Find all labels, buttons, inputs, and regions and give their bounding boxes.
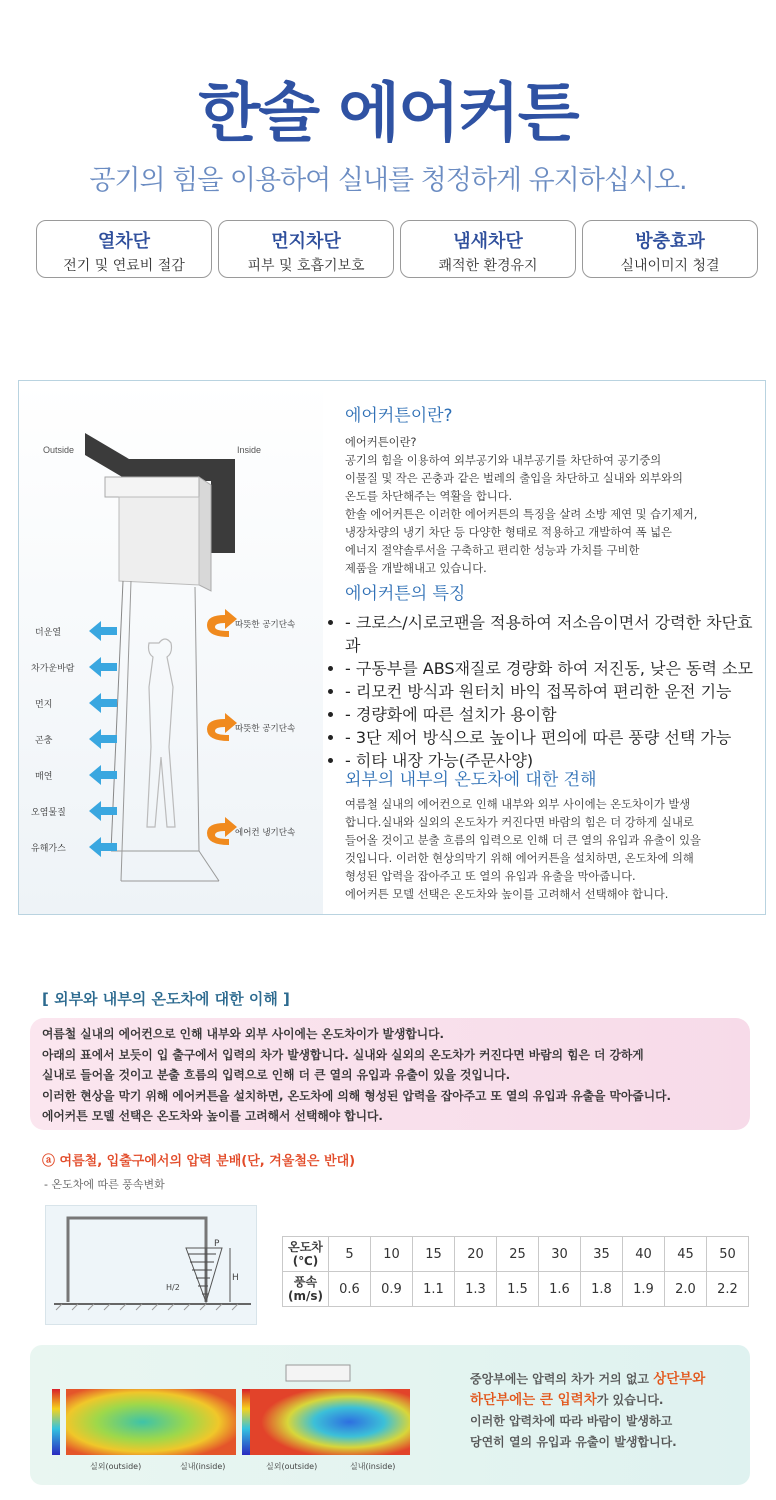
table-cell: 20 bbox=[455, 1237, 497, 1272]
blue-arrow bbox=[89, 765, 117, 785]
feature-dust-block bbox=[218, 220, 394, 278]
table-cell: 25 bbox=[497, 1237, 539, 1272]
heatmap-highlight-1: 상단부와 bbox=[653, 1371, 706, 1387]
diagram-label-p: P bbox=[214, 1239, 220, 1249]
trait-item: • - 3단 제어 방식으로 높이나 편의에 따른 풍량 선택 가능 bbox=[345, 725, 761, 748]
opinion-line: 형성된 압력을 잡아주고 또 열의 유입과 유출을 막아줍니다. bbox=[345, 870, 636, 883]
trait-item: • - 히타 내장 가능(주문사양) bbox=[345, 748, 761, 771]
about-line: 한솔 에어커튼은 이러한 에어커튼의 특징을 살려 소방 제연 및 습기제거, bbox=[345, 508, 698, 521]
about-line: 제품을 개발해내고 있습니다. bbox=[345, 562, 487, 575]
left-label-insect: 곤충 bbox=[35, 736, 53, 746]
about-line: 에어커튼이란? bbox=[345, 436, 417, 449]
heatmap-text-line4: 당연히 열의 유입과 유출이 발생합니다. bbox=[470, 1435, 677, 1449]
blue-arrow bbox=[89, 837, 117, 857]
table-cell: 1.8 bbox=[581, 1272, 623, 1307]
orange-arrow bbox=[207, 609, 237, 637]
table-cell: 40 bbox=[623, 1237, 665, 1272]
page-title: 한솔 에어커튼 bbox=[198, 77, 578, 151]
table-cell: 1.5 bbox=[497, 1272, 539, 1307]
explain-title: [ 외부와 내부의 온도차에 대한 이해 ] bbox=[42, 990, 290, 1008]
heatmap-section bbox=[30, 1345, 750, 1485]
heatmap-highlight-2: 하단부에는 큰 입력차 bbox=[470, 1392, 597, 1408]
about-line: 공기의 힘을 이용하여 외부공기와 내부공기를 차단하여 공기중의 bbox=[345, 454, 662, 467]
inside-label: Inside bbox=[237, 445, 262, 455]
air-curtain-diagram bbox=[19, 381, 323, 914]
table-cell: 0.6 bbox=[329, 1272, 371, 1307]
left-label-gas: 유해가스 bbox=[31, 844, 66, 854]
heatmap-label-inside-1: 실내(inside) bbox=[180, 1462, 226, 1471]
heatmap-label-outside-2: 실외(outside) bbox=[266, 1462, 318, 1471]
about-line: 온도를 차단해주는 역활을 합니다. bbox=[345, 490, 513, 503]
orange-arrow bbox=[207, 713, 237, 741]
opinion-line: 여름철 실내의 에어컨으로 인해 내부와 외부 사이에는 온도차이가 발생 bbox=[345, 798, 691, 811]
traits-list bbox=[345, 610, 761, 771]
left-label-cold: 차가운바람 bbox=[31, 664, 75, 674]
opinion-line: 에어커튼 모델 선택은 온도차와 높이를 고려해서 선택해야 합니다. bbox=[345, 888, 669, 901]
table-header-temp-label: 온도차 bbox=[288, 1240, 323, 1254]
table-row bbox=[283, 1272, 749, 1307]
about-line: 이물질 및 작은 곤충과 같은 벌레의 출입을 차단하고 실내와 외부와의 bbox=[345, 472, 683, 485]
traits-section bbox=[345, 579, 761, 771]
table-row bbox=[283, 1237, 749, 1272]
heatmap-text-line3: 이러한 압력차에 따라 바람이 발생하고 bbox=[470, 1414, 673, 1428]
blue-arrow bbox=[89, 621, 117, 641]
orange-arrow bbox=[207, 817, 237, 845]
table-header-speed-label: 풍속 bbox=[293, 1275, 318, 1289]
air-curtain-unit bbox=[286, 1365, 350, 1381]
table-header-temp-unit: (℃) bbox=[292, 1254, 319, 1268]
feature-title: 열차단 bbox=[97, 231, 151, 252]
explain-box bbox=[30, 1018, 750, 1130]
feature-list bbox=[36, 220, 758, 280]
explain-line: 여름철 실내의 에어컨으로 인해 내부와 외부 사이에는 온도차이가 발생합니다. bbox=[42, 1027, 445, 1041]
about-line: 냉장차량의 냉기 차단 등 다양한 형태로 적용하고 개발하여 폭 넓은 bbox=[345, 526, 672, 539]
table-cell: 1.1 bbox=[413, 1272, 455, 1307]
orange-arrow-group bbox=[207, 609, 237, 845]
trait-item: • - 리모컨 방식과 원터치 바익 접목하여 편리한 운전 기능 bbox=[345, 679, 761, 702]
trait-item: • - 구동부를 ABS재질로 경량화 하여 저진동, 낮은 동력 소모 bbox=[345, 656, 761, 679]
trait-item: • - 크로스/시로코팬을 적용하여 저소음이면서 강력한 차단효과 bbox=[345, 610, 761, 656]
diagram-label-h: H bbox=[232, 1273, 239, 1283]
right-label-ac: 에어컨 냉기단속 bbox=[235, 828, 296, 838]
distribution-title: ⓐ 여름철, 입출구에서의 압력 분배(단, 겨울철은 반대) bbox=[42, 1154, 356, 1169]
table-cell: 45 bbox=[665, 1237, 707, 1272]
opinion-heading: 외부의 내부의 온도차에 대한 견해 bbox=[345, 770, 597, 790]
table-cell: 5 bbox=[329, 1237, 371, 1272]
about-text bbox=[345, 434, 761, 578]
feature-odor-block bbox=[400, 220, 576, 278]
table-cell: 15 bbox=[413, 1237, 455, 1272]
heatmap-label-outside-1: 실외(outside) bbox=[90, 1462, 142, 1471]
explain-line: 아래의 표에서 보듯이 입 출구에서 입력의 차가 발생합니다. 실내와 실외의 온도차가 커진다면 바람의 힘은 더 강하게 bbox=[42, 1047, 644, 1062]
table-header-speed-unit: (m/s) bbox=[288, 1289, 323, 1303]
outside-label: Outside bbox=[43, 445, 75, 455]
table-cell: 1.3 bbox=[455, 1272, 497, 1307]
trait-item: • - 경량화에 따른 설치가 용이함 bbox=[345, 702, 761, 725]
table-cell: 1.6 bbox=[539, 1272, 581, 1307]
explain-line: 실내로 들어올 것이고 분출 흐름의 입력으로 인해 더 큰 열의 유입과 유출이 있을 것입니다. bbox=[42, 1068, 511, 1082]
feature-title: 냄새차단 bbox=[453, 231, 523, 252]
feature-title: 먼지차단 bbox=[271, 231, 341, 252]
heatmap-text-mid: 가 있습니다. bbox=[596, 1393, 664, 1407]
heatmap-description bbox=[470, 1369, 760, 1453]
table-header-temp bbox=[283, 1237, 329, 1272]
table-cell: 35 bbox=[581, 1237, 623, 1272]
table-cell: 10 bbox=[371, 1237, 413, 1272]
right-label-warm-2: 따뜻한 공기단속 bbox=[235, 724, 296, 734]
explain-line: 에어커튼 모델 선택은 온도차와 높이를 고려해서 선택해야 합니다. bbox=[42, 1109, 383, 1123]
pressure-diagram bbox=[45, 1205, 257, 1325]
blue-arrow bbox=[89, 729, 117, 749]
table-cell: 50 bbox=[707, 1237, 749, 1272]
explain-line: 이러한 현상을 막기 위해 에어커튼을 설치하면, 온도차에 의해 형성된 압력을 잡아주고 또 열의 유입과 유출을 막아줍니다. bbox=[42, 1088, 671, 1103]
heatmap-inside-image bbox=[250, 1389, 410, 1455]
air-curtain-illustration bbox=[19, 381, 323, 914]
table-cell: 1.9 bbox=[623, 1272, 665, 1307]
traits-heading: 에어커튼의 특징 bbox=[345, 584, 466, 604]
heatmap-scale-right bbox=[242, 1389, 250, 1455]
heatmap-scale-left bbox=[52, 1389, 60, 1455]
opinion-section bbox=[345, 765, 761, 904]
heatmap-outside-image bbox=[66, 1389, 236, 1455]
left-label-pollutant: 오염물질 bbox=[31, 808, 66, 818]
table-cell: 30 bbox=[539, 1237, 581, 1272]
feature-title: 방충효과 bbox=[635, 231, 705, 252]
air-curtain-info-panel bbox=[18, 380, 766, 915]
page-subtitle: 공기의 힘을 이용하여 실내를 청정하게 유지하십시오. bbox=[89, 165, 687, 196]
opinion-line: 것입니다. 이러한 현상의막기 위해 에어커튼을 설치하면, 온도차에 의해 bbox=[345, 852, 694, 865]
heatmap-label-inside-2: 실내(inside) bbox=[350, 1462, 396, 1471]
blue-arrow bbox=[89, 657, 117, 677]
feature-desc: 실내이미지 청결 bbox=[620, 258, 720, 274]
wind-speed-table bbox=[282, 1236, 749, 1307]
blue-arrow bbox=[89, 693, 117, 713]
left-label-heat: 더운열 bbox=[35, 628, 62, 638]
table-cell: 2.0 bbox=[665, 1272, 707, 1307]
about-heading: 에어커튼이란? bbox=[345, 406, 453, 426]
feature-heat-block bbox=[36, 220, 212, 278]
feature-desc: 피부 및 호흡기보호 bbox=[247, 258, 365, 274]
feature-desc: 쾌적한 환경유지 bbox=[438, 258, 538, 274]
explain-text bbox=[42, 1024, 738, 1127]
diagram-label-h2: H/2 bbox=[166, 1283, 180, 1292]
table-cell: 2.2 bbox=[707, 1272, 749, 1307]
feature-insect-block bbox=[582, 220, 758, 278]
about-line: 에너지 절약솔루서을 구축하고 편리한 성능과 가치를 구비한 bbox=[345, 544, 640, 557]
opinion-line: 합니다.실내와 실외의 온도차가 커진다면 바람의 힘은 더 강하게 실내로 bbox=[345, 816, 694, 829]
distribution-subtitle: - 온도차에 따른 풍속변화 bbox=[44, 1178, 165, 1191]
feature-desc: 전기 및 연료비 절감 bbox=[63, 258, 185, 274]
table-cell: 0.9 bbox=[371, 1272, 413, 1307]
opinion-text bbox=[345, 796, 761, 904]
opinion-line: 들어올 것이고 분출 흐름의 입력으로 인해 더 큰 열의 유입과 유출이 있을 bbox=[345, 834, 701, 847]
table-header-speed bbox=[283, 1272, 329, 1307]
heatmap-text-pre: 중앙부에는 압력의 차가 거의 없고 bbox=[470, 1372, 654, 1386]
left-label-dust: 먼지 bbox=[35, 700, 53, 710]
left-label-smoke: 매연 bbox=[35, 772, 53, 782]
about-section bbox=[345, 401, 761, 578]
right-label-warm-1: 따뜻한 공기단속 bbox=[235, 620, 296, 630]
